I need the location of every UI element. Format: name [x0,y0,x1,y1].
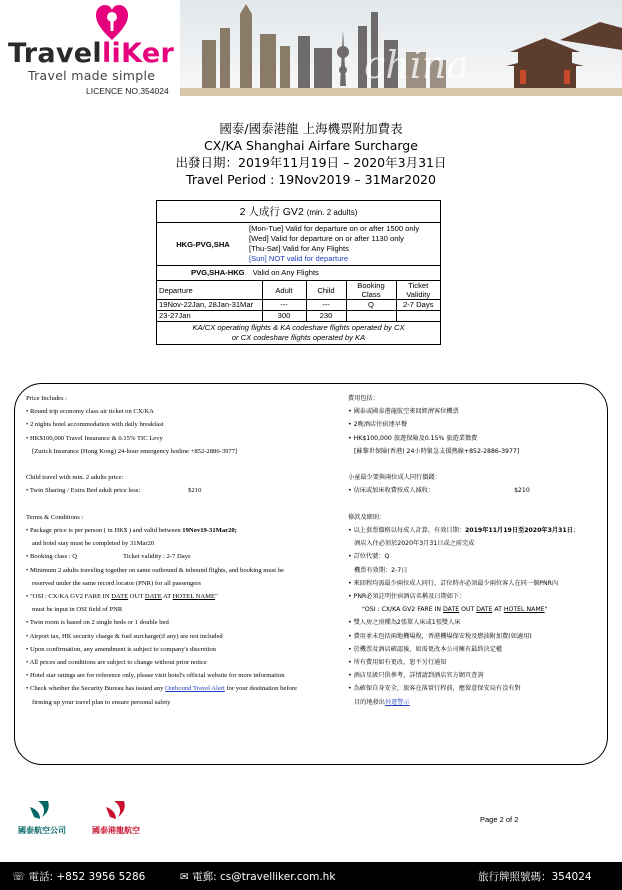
banner-china-word: china [364,43,470,87]
fare-heading-note: (min. 2 adults) [306,208,358,217]
fare-grid-wrap [157,281,440,322]
heart-logo-icon [95,4,129,42]
col-ticket-validity: Ticket Validity [396,281,440,300]
table-row [157,310,440,321]
fare-table [156,200,441,345]
list-item [348,524,606,537]
cell-child: --- [306,300,346,311]
child-price-label: • Twin Sharing / Extra Bed adult price less: [26,487,141,495]
term-dates: 19Nov19-31Mar20; [182,527,237,534]
terms-heading: Terms & Conditions : [26,513,84,521]
osi-format-zh [348,603,606,616]
term-text: • Package price is per person ( in HK$ ) and valid between [26,527,183,534]
term-text: firming up your travel plan to ensure personal safety [32,698,171,706]
term-text: • "OSI : CX/KA GV2 FARE IN [26,593,112,601]
col-booking-class: Booking Class [346,281,396,300]
cathay-dragon-logo [92,801,140,835]
cell-adult: --- [262,300,306,311]
list-item [348,484,606,497]
list-item: • Twin room is based on 2 single beds or 1 double bed [26,619,169,627]
list-item: • 訂位代號：Q [348,553,390,561]
title-chinese: 國泰/國泰港龍 上海機票附加費表 [219,121,403,136]
cell-departure: 19Nov-22Jan, 28Jan-31Mar [157,300,262,311]
document-title [0,120,622,188]
price-includes-heading: Price Includes : [26,395,68,402]
term-text: must be input in OSI field of PNR [32,606,123,614]
footer-email [180,869,335,884]
footnote-line1: KA/CX operating flights & KA codeshare flights operated by CX [192,322,405,332]
cell-adult: 300 [262,310,306,321]
list-item [26,682,344,695]
list-item [26,590,344,603]
terms-panel [14,383,608,765]
rule-mon-tue: [Mon-Tue] Valid for departure on or after 1500 only [249,224,420,233]
list-item: • Hotel star ratings are for reference only, please visit hotel's official website for more information [26,672,285,680]
cell-child: 230 [306,310,346,321]
route-inbound [157,266,440,281]
email-icon: ✉ [180,871,193,883]
term-text: • Booking class : Q [26,553,78,561]
term-dates-zh: 2019年11月19日至2020年3月31日 [465,527,573,534]
fare-table-footnote [157,322,440,344]
term-text: Ticket validity : 2-7 Days [123,553,191,561]
route-outbound [157,223,440,266]
term-text: AT [492,606,504,614]
ka-name: 國泰港龍航空 [92,826,140,835]
route-inbound-rule: Valid on Any Flights [252,268,319,277]
title-english: CX/KA Shanghai Airfare Surcharge [204,138,418,153]
term-text: for your destination before [224,685,297,693]
child-price-heading: Child travel with min. 2 adults price: [26,474,124,482]
fare-grid [157,281,440,321]
list-item: • 於機票及酒店確認後，如需更改本公司擁有最終決定權 [348,645,503,653]
col-child: Child [306,281,346,300]
term-text: DATE [144,593,162,601]
footer-phone-text: 電話: +852 3956 5286 [28,871,146,883]
outbound-travel-alert-link[interactable]: Outbound Travel Alert [165,685,225,693]
logo-part1: Travel [8,38,102,69]
list-item: • PNR必須註明住宿酒店名稱及日期如下： [348,593,466,601]
col-departure: Departure [157,281,262,300]
cell-booking-class [346,310,396,321]
list-item: • 所有費用如有更改，恕不另行通知 [348,659,447,667]
term-text: OUT [459,606,477,614]
list-item: • All prices and conditions are subject to change without prior notice [26,659,207,667]
term-text: AT [161,593,173,601]
route-inbound-name: PVG,SHA-HKG [191,268,245,277]
child-price-value: $210 [188,487,202,495]
page-header [0,0,622,100]
price-includes-heading-zh: 費用包括： [348,395,379,402]
term-text [348,696,606,709]
list-item: • Minimum 2 adults traveling together on same outbound & inbound flights, and booking must be [26,566,284,574]
list-item [26,484,344,497]
outbound-travel-alert-link-zh[interactable]: 外遊警示 [384,698,410,706]
rule-sun: [Sun] NOT valid for departure [249,254,349,263]
phone-icon: ☏ [12,871,29,883]
child-price-label-zh: • 佔床或加床收費按成人減收： [348,487,435,495]
term-text: DATE [111,593,129,601]
terms-english-column [26,392,344,709]
term-text: HOTEL NAME [172,593,216,601]
list-item: • 2晚酒店住宿連早餐 [348,421,408,429]
logo-part2: liKer [101,38,175,69]
terms-chinese-column [348,392,606,709]
table-row [157,300,440,311]
fare-grid-header [157,281,440,300]
child-price-heading-zh: 小童最少要與兩位成人同行價錢： [348,474,441,482]
footer-email-text: 電郵: cs@travelliker.com.hk [192,871,336,883]
term-text: OUT [128,593,145,601]
term-text: 機票有效期：2-7日 [354,566,408,574]
fare-table-heading [157,201,440,223]
terms-heading-zh: 條款及細則： [348,513,386,521]
list-item: • HK$100,000 Travel Insurance & 0.15% TIC Levy [26,434,163,442]
term-text: DATE [476,606,493,614]
cell-ticket-validity [396,310,440,321]
list-item: • Airport tax, HK security charge & fuel surcharge(if any) are not included [26,632,223,640]
list-item: • Round trip economy class air ticket on CX/KA [26,408,154,416]
term-text: DATE [443,606,460,614]
list-item: • 雙人房之房種為2張單人床或1張雙人床 [348,619,461,627]
insurance-hotline: [Zurich Insurance (Hong Kong) 24-hour emergency hotline +852-2886-3977] [32,447,238,455]
footer-phone [12,869,145,884]
rule-thu-sat: [Thu-Sat] Valid for Any Flights [249,244,349,253]
child-price-value-zh: $210 [514,487,530,495]
route-outbound-name: HKG-PVG,SHA [176,239,230,249]
cx-name: 國泰航空公司 [18,826,66,835]
brand-tagline: Travel made simple [28,68,156,83]
contact-footer [0,862,622,890]
list-item: • HK$100,000 旅遊保險及0.15% 旅遊業徵費 [348,434,478,442]
list-item: • Upon confirmation, any amendment is subject to company's discretion [26,645,216,653]
list-item [26,524,344,537]
list-item: • 費用並未包括兩地機場稅，香港機場保安稅及燃油附加費(如適用) [348,632,532,640]
term-text: " [215,593,218,601]
term-text: • Check whether the Security Bureau has issued any [26,685,166,693]
term-text: 目的地發出 [354,698,385,706]
period-english: Travel Period : 19Nov2019 – 31Mar2020 [186,172,436,187]
brand-logo [8,38,174,69]
shanghai-skyline-banner [180,0,622,96]
cathay-pacific-logo [18,801,66,835]
term-text: ； [572,527,580,534]
col-adult: Adult [262,281,306,300]
cell-ticket-validity: 2-7 Days [396,300,440,311]
rule-wed: [Wed] Valid for departure on or after 1130 only [249,234,404,243]
fare-heading-text: 2 人成行 GV2 [239,206,304,218]
period-chinese: 出發日期：2019年11月19日 – 2020年3月31日 [175,155,447,170]
term-text: and hotel stay must be completed by 31Mar20 [32,540,155,548]
term-text: "OSI : CX/KA GV2 FARE IN [362,606,444,614]
term-text: • 以上套票價格以每成人計算，有效日期： [348,527,465,534]
cell-departure: 23-27Jan [157,310,262,321]
list-item: • 酒店星級只供參考，詳情請到酒店官方網頁查詢 [348,672,484,680]
term-text: reserved under the same record locator (PNR) for all passengers [32,579,201,587]
term-text: " [544,606,548,614]
list-item: • 為確保自身安全，旅客在落實行程前，應留意保安局有沒有對 [348,685,521,693]
term-text: 酒店入住必須於2020年3月31日或之前完成 [354,540,475,548]
cell-booking-class: Q [346,300,396,311]
list-item: • 2 nights hotel accommodation with daily breakfast [26,421,164,429]
airline-logos [16,797,166,837]
route-outbound-rules [249,223,440,265]
footer-licence: 旅行牌照號碼：354024 [478,871,592,883]
licence-number: LICENCE NO.354024 [86,86,169,96]
page-number: Page 2 of 2 [480,815,519,824]
list-item [26,550,344,563]
footnote-line2: or CX codeshare flights operated by KA [231,332,366,342]
list-item: • 來回程均需最少兩位成人同行，訂位時亦必須最少兩位客人在同一個PNR內 [348,579,559,587]
term-text: HOTEL NAME [503,606,545,614]
list-item: • 國泰或國泰港龍航空來回經濟客位機票 [348,408,459,416]
insurance-hotline-zh: [蘇黎世保險(香港) 24小時緊急支援熱線+852-2886-3977] [354,447,520,455]
